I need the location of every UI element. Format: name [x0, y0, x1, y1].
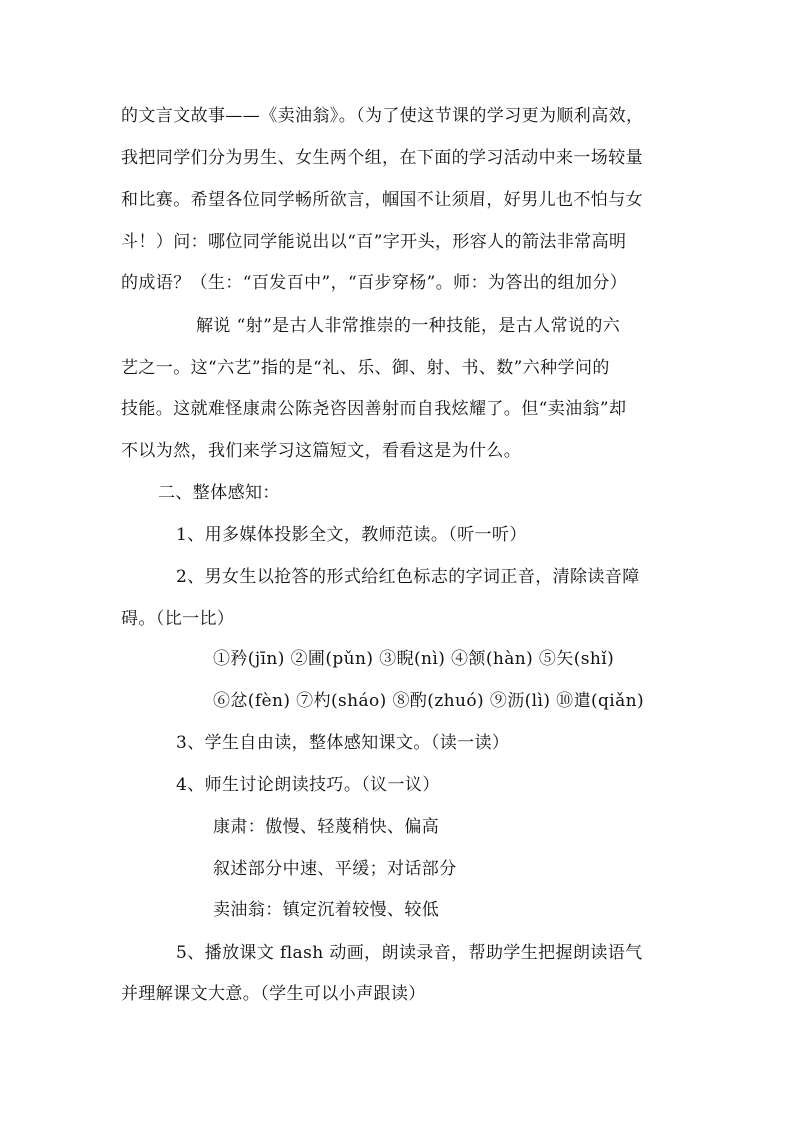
paragraph-line: 的成语？（生：“百发百中”，“百步穿杨”。师：为答出的组加分） [121, 273, 628, 293]
reading-tip: 康肃：傲慢、轻蔑稍快、偏高 [213, 817, 440, 837]
paragraph-line: 和比赛。希望各位同学畅所欲言，帼国不让须眉，好男儿也不怕与女 [121, 190, 643, 210]
list-item: 1、用多媒体投影全文，教师范读。（听一听） [176, 525, 527, 545]
paragraph-line: 技能。这就难怪康肃公陈尧咨因善射而自我炫耀了。但“卖油翁”却 [121, 399, 627, 419]
reading-tip: 卖油翁：镇定沉着较慢、较低 [213, 900, 440, 920]
paragraph-line: 艺之一。这“六艺”指的是“礼、乐、御、射、书、数”六种学问的 [121, 358, 610, 378]
pronunciation-line: ①矜(jīn) ②圃(pǔn) ③睨(nì) ④颔(hàn) ⑤矢(shǐ) [213, 649, 615, 669]
paragraph-line: 并理解课文大意。（学生可以小声跟读） [121, 984, 426, 1004]
paragraph-line: 斗！）问：哪位同学能说出以“百”字开头，形容人的箭法非常高明 [121, 232, 627, 252]
paragraph-line: 碍。（比一比） [121, 609, 235, 629]
list-item: 5、播放课文 flash 动画，朗读录音，帮助学生把握朗读语气 [176, 943, 643, 963]
paragraph-line: 不以为然，我们来学习这篇短文，看看这是为什么。 [121, 441, 522, 461]
paragraph-line: 的文言文故事——《卖油翁》。（为了使这节课的学习更为顺利高效， [121, 106, 644, 126]
paragraph-line: 我把同学们分为男生、女生两个组，在下面的学习活动中来一场较量 [121, 148, 643, 168]
list-item: 2、男女生以抢答的形式给红色标志的字词正音，清除读音障 [176, 567, 640, 587]
section-heading: 二、整体感知： [158, 483, 280, 503]
reading-tip: 叙述部分中速、平缓；对话部分 [213, 859, 457, 879]
list-item: 4、师生讨论朗读技巧。（议一议） [176, 775, 440, 795]
pronunciation-line: ⑥忿(fèn) ⑦杓(sháo) ⑧酌(zhuó) ⑨沥(lì) ⑩遣(qiǎn) [213, 691, 645, 711]
paragraph-line: 解说 “射”是古人非常推崇的一种技能，是古人常说的六 [196, 316, 621, 336]
list-item: 3、学生自由读，整体感知课文。（读一读） [176, 733, 510, 753]
